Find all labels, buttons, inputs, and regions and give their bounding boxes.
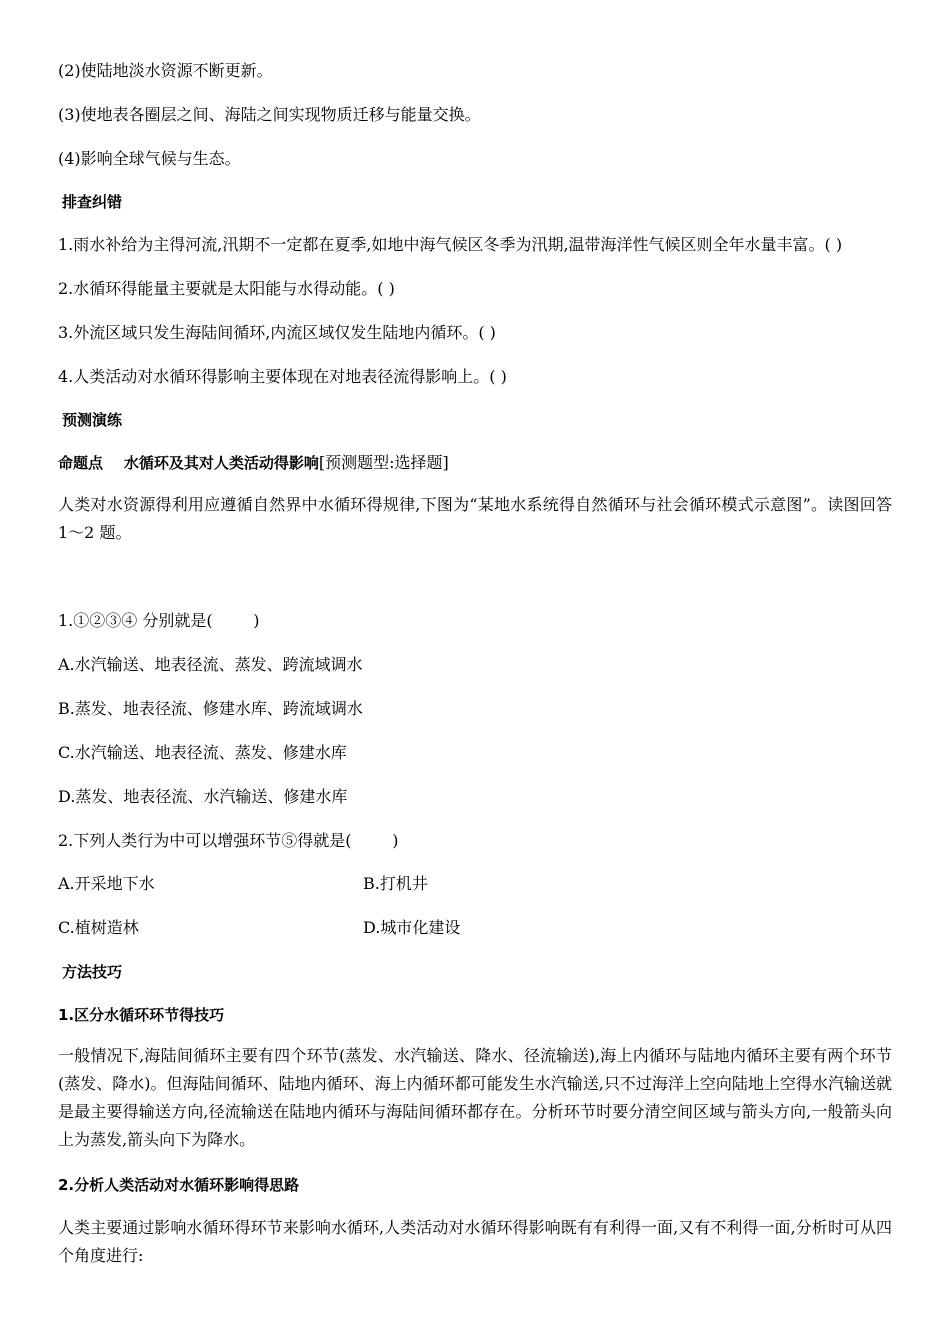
question-2-option-b: B.打机井: [363, 874, 428, 893]
topic-type: [预测题型:选择题]: [318, 453, 449, 472]
methods-subheading-1: 1.区分水循环环节得技巧: [58, 1006, 225, 1024]
predict-intro: 人类对水资源得利用应遵循自然界中水循环得规律,下图为“某地水系统得自然循环与社会循环模式示意图”。读图回答 1～2 题。: [58, 495, 892, 542]
question-2-option-a: A.开采地下水: [58, 874, 155, 893]
methods-subheading-2: 2.分析人类活动对水循环影响得思路: [58, 1176, 300, 1194]
check-question-2: 2.水循环得能量主要就是太阳能与水得动能。( ): [58, 279, 395, 298]
section-heading-methods: 方法技巧: [62, 963, 123, 981]
check-question-4: 4.人类活动对水循环得影响主要体现在对地表径流得影响上。( ): [58, 367, 507, 386]
intro-item-2: (2)使陆地淡水资源不断更新。: [58, 61, 273, 80]
question-2-option-c: C.植树造林: [58, 918, 139, 937]
methods-paragraph-1: 一般情况下,海陆间循环主要有四个环节(蒸发、水汽输送、降水、径流输送),海上内循环与陆地内循环主要有两个环节(蒸发、降水)。但海陆间循环、陆地内循环、海上内循环都可能发生水汽输送,只不过海洋上空向陆地上空得水汽输送就是最主要得输送方向,径流输送在陆地内循环与海陆间循环都存在。分析环节时要分清空间区域与箭头方向,一般箭头向上为蒸发,箭头向下为降水。: [58, 1046, 892, 1149]
section-heading-check: 排查纠错: [62, 193, 123, 211]
question-1-option-c: C.水汽输送、地表径流、蒸发、修建水库: [58, 743, 347, 762]
intro-item-3: (3)使地表各圈层之间、海陆之间实现物质迁移与能量交换。: [58, 105, 481, 124]
question-1-option-a: A.水汽输送、地表径流、蒸发、跨流域调水: [58, 655, 363, 674]
topic-line: [58, 452, 449, 474]
question-1-option-b: B.蒸发、地表径流、修建水库、跨流域调水: [58, 699, 363, 718]
check-question-1: 1.雨水补给为主得河流,汛期不一定都在夏季,如地中海气候区冬季为汛期,温带海洋性气候区则全年水量丰富。( ): [58, 235, 843, 254]
intro-item-4: (4)影响全球气候与生态。: [58, 149, 241, 168]
question-2-option-d: D.城市化建设: [363, 918, 461, 937]
question-1-stem: 1.①②③④ 分别就是( ): [58, 611, 260, 630]
question-1-option-d: D.蒸发、地表径流、水汽输送、修建水库: [58, 787, 348, 806]
methods-paragraph-2: 人类主要通过影响水循环得环节来影响水循环,人类活动对水循环得影响既有有利得一面,又有不利得一面,分析时可从四个角度进行:: [58, 1218, 892, 1265]
section-heading-predict: 预测演练: [62, 411, 123, 429]
check-question-3: 3.外流区域只发生海陆间循环,内流区域仅发生陆地内循环。( ): [58, 323, 496, 342]
topic-title: 命题点 水循环及其对人类活动得影响: [58, 454, 319, 472]
question-2-stem: 2.下列人类行为中可以增强环节⑤得就是( ): [58, 831, 399, 850]
